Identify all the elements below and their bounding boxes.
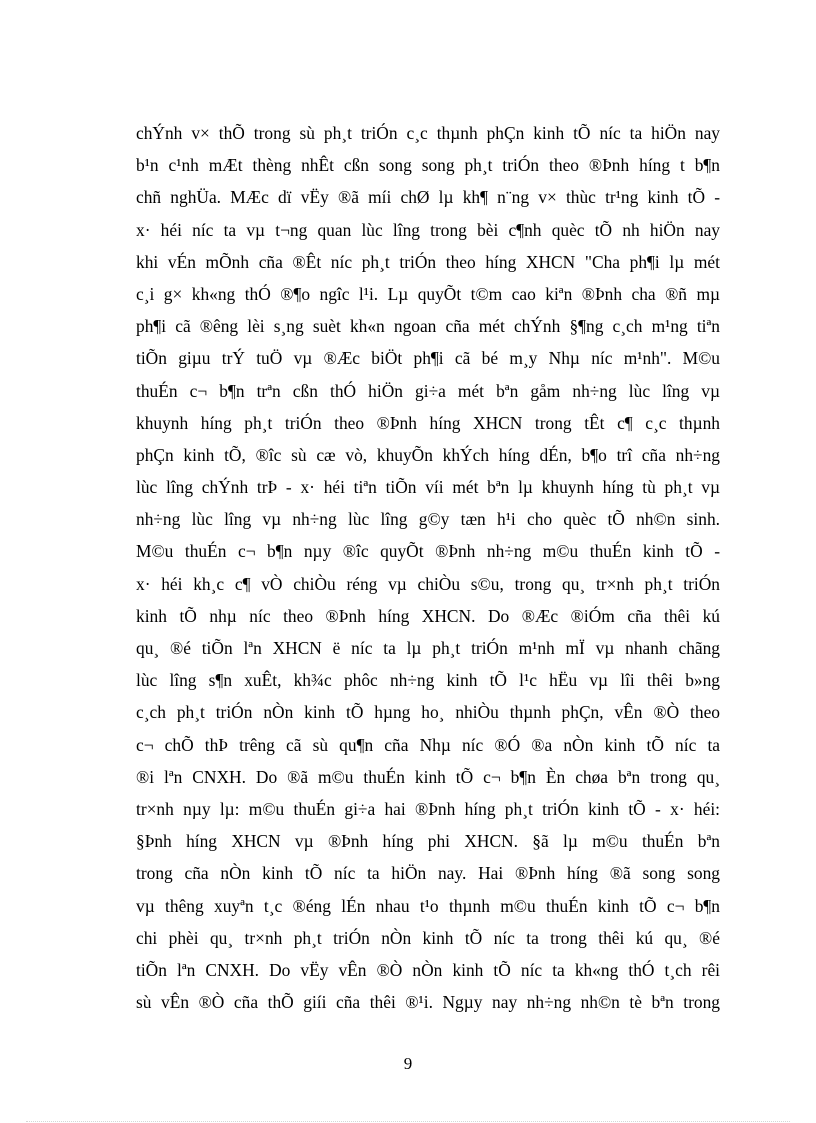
text-line: nh÷ng lùc lîng vµ nh÷ng lùc lîng g©y tæn h¹i cho quèc tÕ nh©n sinh. bbox=[136, 509, 720, 530]
text-line: b¹n c¹nh mÆt thèng nhÊt cßn song song ph¸t triÓn theo ®Þnh híng t b¶n bbox=[136, 155, 720, 176]
text-line: kinh tÕ nhµ níc theo ®Þnh híng XHCN. Do ®Æc ®iÓm cña thêi kú bbox=[136, 605, 720, 626]
text-line: tr×nh nµy lµ: m©u thuÉn gi÷a hai ®Þnh híng ph¸t triÓn kinh tÕ - x· héi: bbox=[136, 798, 720, 819]
text-line: lùc lîng chÝnh trÞ - x· héi tiªn tiÕn víi mét bªn lµ khuynh híng tù ph¸t vµ bbox=[136, 477, 720, 498]
body-paragraph bbox=[136, 117, 720, 1018]
text-line: ph¶i cã ®êng lèi s¸ng suèt kh«n ngoan cña mét chÝnh §¶ng c¸ch m¹ng tiªn bbox=[136, 316, 720, 337]
text-line: thuÉn c¬ b¶n trªn cßn thÓ hiÖn gi÷a mét bªn gåm nh÷ng lùc lîng vµ bbox=[136, 380, 720, 401]
text-line: §Þnh híng XHCN vµ ®Þnh híng phi XHCN. §ã lµ m©u thuÉn bªn bbox=[136, 831, 720, 852]
text-line: tiÕn giµu trÝ tuÖ vµ ®Æc biÖt ph¶i cã bé m¸y Nhµ níc m¹nh". M©u bbox=[136, 348, 720, 369]
text-line: khuynh híng ph¸t triÓn theo ®Þnh híng XHCN trong tÊt c¶ c¸c thµnh bbox=[136, 412, 720, 433]
page-number: 9 bbox=[403, 1054, 413, 1073]
text-line: vµ thêng xuyªn t¸c ®éng lÉn nhau t¹o thµnh m©u thuÉn kinh tÕ c¬ b¶n bbox=[136, 895, 720, 916]
text-line: chÝnh v× thÕ trong sù ph¸t triÓn c¸c thµnh phÇn kinh tÕ níc ta hiÖn nay bbox=[136, 123, 720, 143]
text-line: trong cña nÒn kinh tÕ níc ta hiÖn nay. Hai ®Þnh híng ®ã song song bbox=[136, 863, 720, 884]
text-line: tiÕn lªn CNXH. Do vËy vÊn ®Ò nÒn kinh tÕ níc ta kh«ng thÓ t¸ch rêi bbox=[136, 959, 720, 980]
text-line: sù vÊn ®Ò cña thÕ giíi cña thêi ®¹i. Ngµy nay nh÷ng nh©n tè bªn trong bbox=[136, 992, 720, 1013]
page-bottom-edge bbox=[26, 1121, 790, 1122]
text-line: c¬ chÕ thÞ trêng cã sù qu¶n cña Nhµ níc ®Ó ®a nÒn kinh tÕ níc ta bbox=[136, 734, 720, 755]
text-line: M©u thuÉn c¬ b¶n nµy ®îc quyÕt ®Þnh nh÷ng m©u thuÉn kinh tÕ - bbox=[136, 541, 720, 562]
text-line: x· héi kh¸c c¶ vÒ chiÒu réng vµ chiÒu s©u, trong qu¸ tr×nh ph¸t triÓn bbox=[136, 573, 720, 594]
text-line: phÇn kinh tÕ, ®îc sù cæ vò, khuyÕn khÝch híng dÉn, b¶o trî cña nh÷ng bbox=[136, 444, 720, 465]
text-line: ®i lªn CNXH. Do ®ã m©u thuÉn kinh tÕ c¬ b¶n Èn chøa bªn trong qu¸ bbox=[136, 766, 720, 787]
text-line: c¸i g× kh«ng thÓ ®¶o ngîc l¹i. Lµ quyÕt t©m cao kiªn ®Þnh cha ®ñ mµ bbox=[136, 283, 720, 304]
text-line: lùc lîng s¶n xuÊt, kh¾c phôc nh÷ng kinh tÕ l¹c hËu vµ lîi thêi b»ng bbox=[136, 670, 720, 691]
text-line: chi phèi qu¸ tr×nh ph¸t triÓn nÒn kinh tÕ níc ta trong thêi kú qu¸ ®é bbox=[136, 927, 720, 948]
text-line: chñ nghÜa. MÆc dï vËy ®ã míi chØ lµ kh¶ n¨ng v× thùc tr¹ng kinh tÕ - bbox=[136, 187, 720, 208]
text-line: x· héi níc ta vµ t¬ng quan lùc lîng trong bèi c¶nh quèc tÕ nh hiÖn nay bbox=[136, 219, 720, 240]
text-line: qu¸ ®é tiÕn lªn XHCN ë níc ta lµ ph¸t triÓn m¹nh mÏ vµ nhanh chãng bbox=[136, 638, 720, 658]
text-line: c¸ch ph¸t triÓn nÒn kinh tÕ hµng ho¸ nhiÒu thµnh phÇn, vÊn ®Ò theo bbox=[136, 702, 720, 723]
text-line: khi vÉn mÕnh cña ®Êt níc ph¸t triÓn theo híng XHCN "Cha ph¶i lµ mét bbox=[136, 251, 720, 272]
